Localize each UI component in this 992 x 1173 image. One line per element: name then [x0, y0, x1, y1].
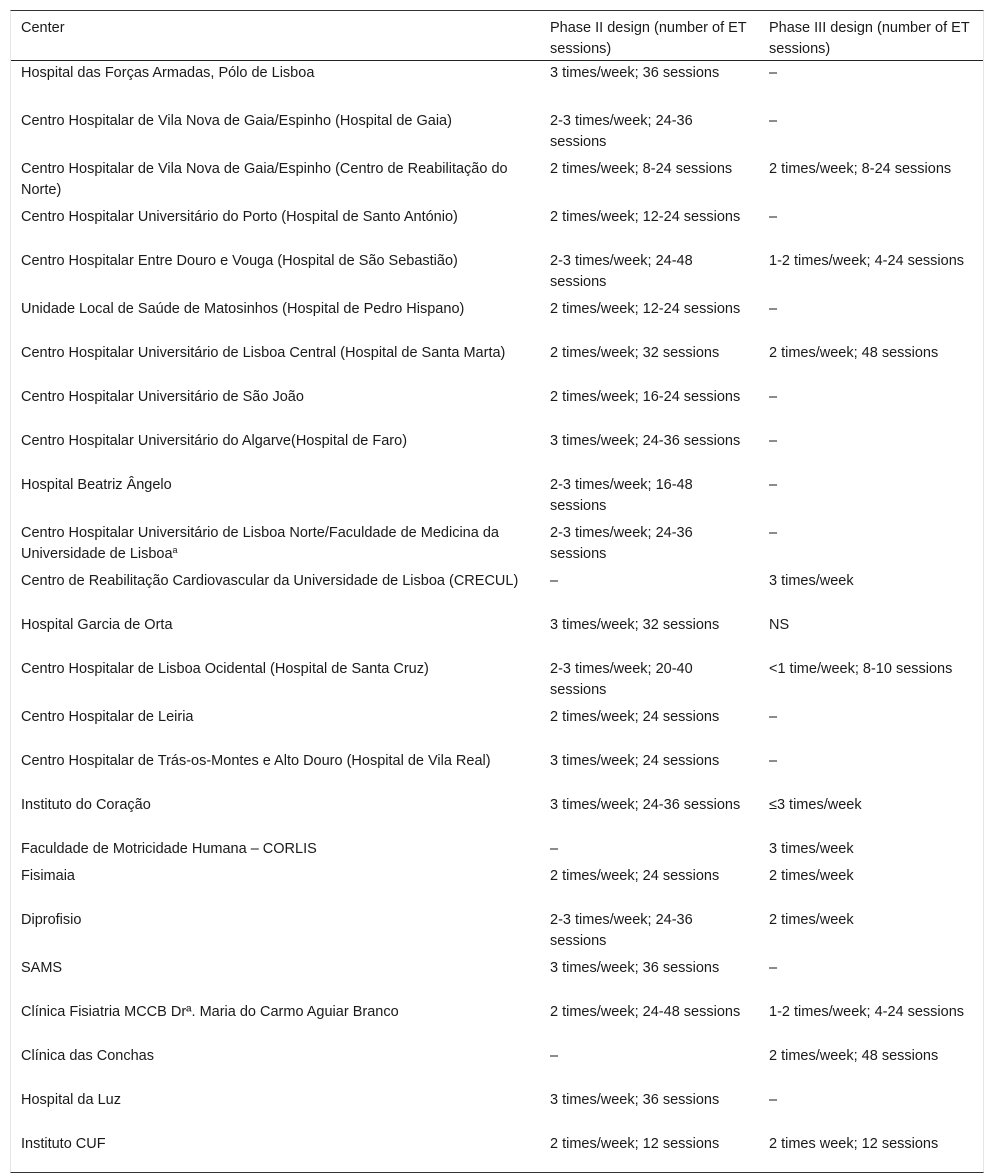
center-name: Hospital Beatriz Ângelo — [21, 476, 172, 493]
cell-phase2: 3 times/week; 24-36 sessions — [550, 432, 741, 449]
cell-phase2: 2-3 times/week; 24-48 sessions — [550, 252, 693, 290]
center-name: Hospital da Luz — [21, 1091, 121, 1108]
cell-center — [11, 565, 540, 609]
cell-phase2: 2 times/week; 8-24 sessions — [550, 160, 733, 177]
table-row — [11, 904, 983, 952]
header-row — [11, 11, 983, 61]
cell-phase3: 3 times/week — [769, 840, 854, 857]
header-center: Center — [11, 11, 540, 61]
cell-phase3: 2 times/week; 48 sessions — [769, 344, 939, 361]
cell-phase2: 3 times/week; 24 sessions — [550, 752, 720, 769]
center-name: Instituto do Coração — [21, 796, 151, 813]
cell-phase2: 2 times/week; 12 sessions — [550, 1135, 720, 1152]
cell-phase3: – — [769, 708, 778, 725]
table-row — [11, 153, 983, 201]
table-header — [11, 11, 983, 61]
cell-center — [11, 105, 540, 153]
table-row — [11, 701, 983, 745]
table-row — [11, 565, 983, 609]
cell-center — [11, 293, 540, 337]
center-name: Diprofisio — [21, 911, 82, 928]
cell-phase2: 3 times/week; 24-36 sessions — [550, 796, 741, 813]
center-name: Centro de Reabilitação Cardiovascular da Universidade de Lisboa (CRECUL) — [21, 572, 519, 589]
et-centers-table-wrapper — [10, 10, 984, 1173]
cell-center — [11, 1128, 540, 1172]
table-row — [11, 1040, 983, 1084]
et-centers-table — [11, 11, 983, 1172]
table-body — [11, 61, 983, 1172]
center-name: Faculdade de Motricidade Humana – CORLIS — [21, 840, 317, 857]
cell-center — [11, 745, 540, 789]
table-row — [11, 789, 983, 833]
table-row — [11, 653, 983, 701]
cell-phase2: 3 times/week; 36 sessions — [550, 65, 720, 81]
cell-phase2: 2 times/week; 24 sessions — [550, 867, 720, 884]
center-name: Centro Hospitalar Universitário do Porto (Hospital de Santo António) — [21, 208, 458, 225]
cell-center — [11, 789, 540, 833]
cell-phase3: – — [769, 65, 778, 81]
center-name: Centro Hospitalar Universitário de Lisboa Norte/Faculdade de Medicina da Universidade de Lisboa — [21, 524, 499, 562]
cell-phase2: 3 times/week; 32 sessions — [550, 616, 720, 633]
table-row — [11, 337, 983, 381]
table-row — [11, 61, 983, 105]
center-name: Centro Hospitalar de Trás-os-Montes e Alto Douro (Hospital de Vila Real) — [21, 752, 491, 769]
cell-phase3: 2 times/week; 8-24 sessions — [769, 160, 952, 177]
cell-phase3: – — [769, 432, 778, 449]
cell-phase3: 1-2 times/week; 4-24 sessions — [769, 252, 965, 269]
cell-phase2: 2 times/week; 12-24 sessions — [550, 208, 741, 225]
center-name: Centro Hospitalar de Lisboa Ocidental (Hospital de Santa Cruz) — [21, 660, 429, 677]
cell-phase3: – — [769, 300, 778, 317]
center-name: Hospital das Forças Armadas, Pólo de Lisboa — [21, 65, 315, 81]
table-row — [11, 609, 983, 653]
cell-phase3: – — [769, 112, 778, 129]
cell-phase2: 2-3 times/week; 24-36 sessions — [550, 112, 693, 150]
cell-phase2: 2 times/week; 24 sessions — [550, 708, 720, 725]
table-row — [11, 745, 983, 789]
cell-center — [11, 61, 540, 105]
header-phase2: Phase II design (number of ET sessions) — [540, 11, 759, 61]
cell-phase3: 2 times week; 12 sessions — [769, 1135, 939, 1152]
center-name: Hospital Garcia de Orta — [21, 616, 173, 633]
table-row — [11, 996, 983, 1040]
table-row — [11, 1128, 983, 1172]
cell-center — [11, 860, 540, 904]
cell-phase3: 2 times/week — [769, 911, 854, 928]
cell-phase2: 2-3 times/week; 16-48 sessions — [550, 476, 693, 514]
table-row — [11, 245, 983, 293]
cell-phase2: 2-3 times/week; 24-36 sessions — [550, 524, 693, 562]
cell-phase3: – — [769, 476, 778, 493]
center-name: Centro Hospitalar Entre Douro e Vouga (Hospital de São Sebastião) — [21, 252, 458, 269]
cell-center — [11, 833, 540, 860]
table-row — [11, 201, 983, 245]
cell-phase3: – — [769, 1091, 778, 1108]
cell-center — [11, 952, 540, 996]
cell-phase3: – — [769, 388, 778, 405]
cell-center — [11, 201, 540, 245]
center-name: Centro Hospitalar Universitário de São João — [21, 388, 304, 405]
cell-phase3: 1-2 times/week; 4-24 sessions — [769, 1003, 965, 1020]
table-row — [11, 517, 983, 565]
cell-center — [11, 153, 540, 201]
table-row — [11, 293, 983, 337]
cell-center — [11, 996, 540, 1040]
table-row — [11, 381, 983, 425]
cell-center — [11, 337, 540, 381]
center-name: SAMS — [21, 959, 63, 976]
cell-center — [11, 517, 540, 565]
cell-center — [11, 1084, 540, 1128]
cell-phase3: ≤3 times/week — [769, 796, 862, 813]
cell-center — [11, 469, 540, 517]
center-name: Centro Hospitalar de Vila Nova de Gaia/Espinho (Centro de Reabilitação do Norte) — [21, 160, 508, 198]
center-name: Centro Hospitalar de Leiria — [21, 708, 194, 725]
cell-center — [11, 904, 540, 952]
cell-phase3: <1 time/week; 8-10 sessions — [769, 660, 953, 677]
cell-phase3: 2 times/week; 48 sessions — [769, 1047, 939, 1064]
table-row — [11, 469, 983, 517]
center-name: Centro Hospitalar de Vila Nova de Gaia/Espinho (Hospital de Gaia) — [21, 112, 452, 129]
cell-phase3: – — [769, 752, 778, 769]
cell-phase3: 3 times/week — [769, 572, 854, 589]
center-name: Fisimaia — [21, 867, 75, 884]
cell-phase2: 2 times/week; 12-24 sessions — [550, 300, 741, 317]
cell-phase3: 2 times/week — [769, 867, 854, 884]
cell-center — [11, 653, 540, 701]
cell-phase2: – — [550, 1047, 559, 1064]
cell-center — [11, 701, 540, 745]
table-row — [11, 1084, 983, 1128]
cell-phase2: 3 times/week; 36 sessions — [550, 1091, 720, 1108]
center-name: Centro Hospitalar Universitário de Lisboa Central (Hospital de Santa Marta) — [21, 344, 506, 361]
cell-phase3: NS — [769, 616, 790, 633]
cell-phase2: 3 times/week; 36 sessions — [550, 959, 720, 976]
center-name: Unidade Local de Saúde de Matosinhos (Hospital de Pedro Hispano) — [21, 300, 465, 317]
cell-phase2: 2-3 times/week; 24-36 sessions — [550, 911, 693, 949]
cell-phase3: – — [769, 959, 778, 976]
cell-phase2: 2 times/week; 24-48 sessions — [550, 1003, 741, 1020]
cell-phase2: 2 times/week; 16-24 sessions — [550, 388, 741, 405]
cell-phase2: – — [550, 572, 559, 589]
table-row — [11, 860, 983, 904]
center-name: Instituto CUF — [21, 1135, 106, 1152]
center-name: Clínica das Conchas — [21, 1047, 154, 1064]
cell-center — [11, 245, 540, 293]
footnote-marker: a — [172, 544, 178, 555]
cell-center — [11, 425, 540, 469]
table-row — [11, 833, 983, 860]
table-row — [11, 105, 983, 153]
cell-phase3: – — [769, 208, 778, 225]
cell-phase2: – — [550, 840, 559, 857]
cell-phase3: – — [769, 524, 778, 541]
cell-center — [11, 609, 540, 653]
table-row — [11, 425, 983, 469]
cell-center — [11, 1040, 540, 1084]
header-phase3: Phase III design (number of ET sessions) — [759, 11, 983, 61]
cell-phase2: 2 times/week; 32 sessions — [550, 344, 720, 361]
center-name: Clínica Fisiatria MCCB Drª. Maria do Carmo Aguiar Branco — [21, 1003, 399, 1020]
cell-center — [11, 381, 540, 425]
cell-phase2: 2-3 times/week; 20-40 sessions — [550, 660, 693, 698]
center-name: Centro Hospitalar Universitário do Algarve(Hospital de Faro) — [21, 432, 408, 449]
table-row — [11, 952, 983, 996]
